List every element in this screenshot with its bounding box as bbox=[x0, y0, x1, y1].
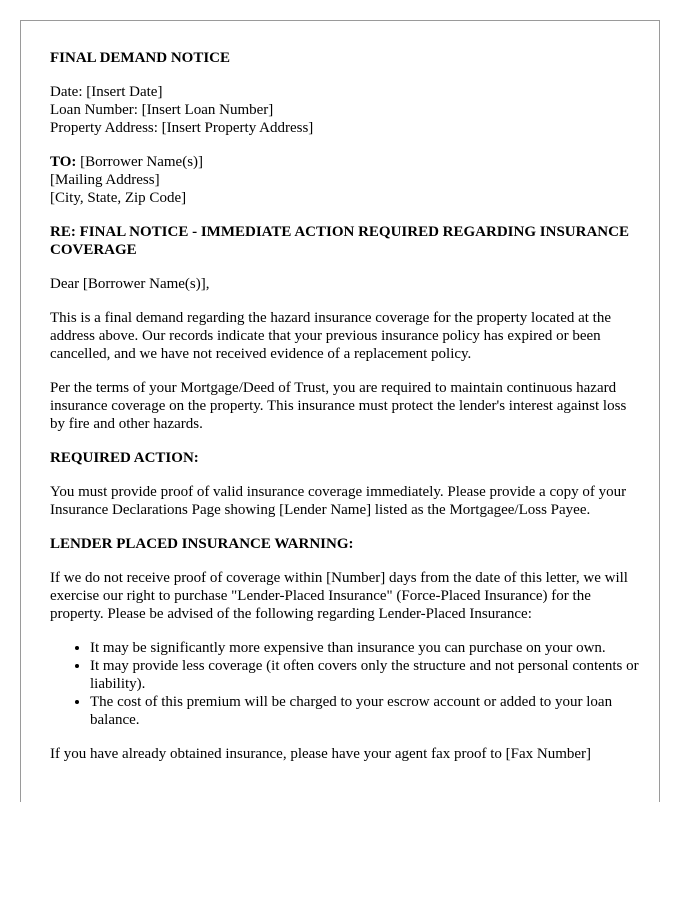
closing-line: If you have already obtained insurance, please have your agent fax proof to [Fax Number] bbox=[50, 746, 592, 762]
required-action-heading: REQUIRED ACTION: bbox=[50, 450, 199, 466]
date-line: Date: [Insert Date] bbox=[50, 84, 163, 100]
list-item: • The cost of this premium will be charged to your escrow account or added to your loan balance. bbox=[90, 693, 640, 729]
to-label: TO: bbox=[50, 154, 77, 170]
mailing-address-line: [Mailing Address] bbox=[50, 172, 160, 188]
lpi-bullet-list bbox=[50, 639, 640, 729]
document-title: FINAL DEMAND NOTICE bbox=[50, 50, 231, 66]
city-state-zip-line: [City, State, Zip Code] bbox=[50, 190, 187, 206]
letter-body bbox=[50, 49, 640, 779]
subject-line: RE: FINAL NOTICE - IMMEDIATE ACTION REQUIRED REGARDING INSURANCE COVERAGE bbox=[50, 224, 629, 258]
required-action-text: You must provide proof of valid insurance coverage immediately. Please provide a copy of your Insurance Declarations Page showing [Lender Name] listed as the Mortgagee/Loss Payee. bbox=[50, 484, 627, 518]
lpi-warning-intro: If we do not receive proof of coverage within [Number] days from the date of this letter, we will exercise our right to purchase "Lender-Placed Insurance" (Force-Placed Insurance) for the property. Please be advised of the following regarding Lender-Placed Insurance: bbox=[50, 570, 628, 622]
property-address-line: Property Address: [Insert Property Address] bbox=[50, 120, 314, 136]
lpi-warning-heading: LENDER PLACED INSURANCE WARNING: bbox=[50, 536, 354, 552]
header-info bbox=[50, 83, 640, 137]
list-item: • It may be significantly more expensive than insurance you can purchase on your own. bbox=[90, 639, 640, 657]
loan-number-line: Loan Number: [Insert Loan Number] bbox=[50, 102, 274, 118]
recipient-block bbox=[50, 153, 640, 207]
paragraph-obligation: Per the terms of your Mortgage/Deed of Trust, you are required to maintain continuous hazard insurance coverage on the property. This insurance must protect the lender's interest against loss by fire and other hazards. bbox=[50, 380, 627, 432]
recipient-name-line bbox=[50, 153, 640, 171]
letter-page bbox=[20, 20, 660, 802]
recipient-name: [Borrower Name(s)] bbox=[76, 154, 204, 170]
paragraph-intro: This is a final demand regarding the hazard insurance coverage for the property located at the address above. Our records indicate that your previous insurance policy has expired or been cancelled, and we have not received evidence of a replacement policy. bbox=[50, 310, 612, 362]
salutation: Dear [Borrower Name(s)], bbox=[50, 276, 210, 292]
list-item: • It may provide less coverage (it often covers only the structure and not personal contents or liability). bbox=[90, 657, 640, 693]
